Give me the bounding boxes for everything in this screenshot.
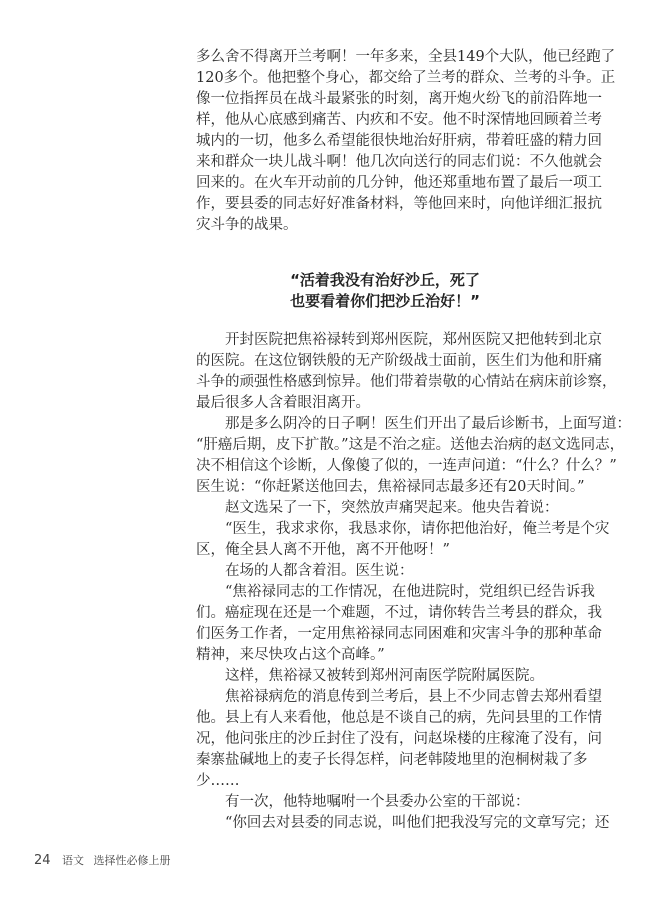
paragraph [196, 582, 602, 666]
text-line: 开封医院把焦裕禄转到郑州医院，郑州医院又把他转到北京 [225, 332, 602, 348]
text-line: 赵文选呆了一下，突然放声痛哭起来。他央告着说： [225, 500, 559, 516]
text-line: 这样，焦裕禄又被转到郑州河南医学院附属医院。 [225, 668, 544, 684]
text-line: 况，他问张庄的沙丘封住了没有，问赵垛楼的庄稼淹了没有，问 [196, 731, 602, 747]
paragraph [196, 666, 574, 687]
text-line: 斗争的顽强性格感到惊异。他们带着崇敬的心情站在病床前诊察， [196, 374, 617, 390]
text-line: 回来的。在火车开动前的几分钟，他还郑重地布置了最后一项工 [196, 175, 602, 191]
paragraph [196, 687, 602, 792]
text-line: 区，俺全县人离不开他，离不开他呀！” [196, 542, 450, 558]
text-line: 他。县上有人来看他，他总是不谈自己的病，先问县里的工作情 [196, 710, 602, 726]
section-heading-line: “活着我没有治好沙丘，死了 [290, 271, 480, 289]
page-footer [34, 852, 177, 868]
paragraph [196, 330, 617, 414]
paragraph [196, 792, 574, 813]
opening-paragraph [196, 47, 616, 236]
text-line: 秦寨盐碱地上的麦子长得怎样，问老韩陵地里的泡桐树栽了多 [196, 752, 588, 768]
text-line: 在场的人都含着泪。医生说： [225, 563, 414, 579]
text-line: “肝癌后期，皮下扩散。”这是不治之症。送他去治病的赵文选同志， [196, 437, 625, 453]
page-number: 24 [34, 853, 51, 868]
paragraph [196, 498, 574, 519]
text-line: 决不相信这个诊断，人像傻了似的，一连声问道：“什么？什么？” [196, 458, 617, 474]
section-heading [196, 270, 574, 312]
text-line: 像一位指挥员在战斗最紧张的时刻，离开炮火纷飞的前沿阵地一 [196, 91, 602, 107]
text-line: 来和群众一块儿战斗啊！他几次向送行的同志们说：不久他就会 [196, 154, 602, 170]
paragraph [196, 813, 610, 834]
text-line: 少…… [196, 773, 240, 789]
text-line: 作，要县委的同志好好准备材料，等他回来时，向他详细汇报抗 [196, 196, 602, 212]
paragraph [196, 519, 610, 561]
text-line: 城内的一切，他多么希望能很快地治好肝病，带着旺盛的精力回 [196, 133, 602, 149]
text-line: “你回去对县委的同志说，叫他们把我没写完的文章写完；还 [225, 815, 610, 831]
text-line: 那是多么阴冷的日子啊！医生们开出了最后诊断书，上面写道： [225, 416, 631, 432]
text-line: 样，他从心底感到痛苦、内疚和不安。他不时深情地回顾着兰考 [196, 112, 602, 128]
section-heading-line: 也要看着你们把沙丘治好！” [290, 292, 480, 310]
text-line: 120多个。他把整个身心，都交给了兰考的群众、兰考的斗争。正 [196, 70, 616, 86]
book-volume: 选择性必修上册 [93, 854, 171, 867]
text-line: 最后很多人含着眼泪离开。 [196, 395, 370, 411]
text-line: 灾斗争的战果。 [196, 217, 298, 233]
text-line: 们。癌症现在还是一个难题，不过，请你转告兰考县的群众，我 [196, 605, 602, 621]
book-subject: 语文 [62, 854, 85, 867]
text-line: 精神，来尽快攻占这个高峰。” [196, 647, 385, 663]
text-line: 们医务工作者，一定用焦裕禄同志同困难和灾害斗争的那种革命 [196, 626, 602, 642]
text-line: 的医院。在这位钢铁般的无产阶级战士面前，医生们为他和肝痛 [196, 353, 602, 369]
paragraph [196, 561, 574, 582]
text-line: 医生说：“你赶紧送他回去，焦裕禄同志最多还有20天时间。” [196, 479, 585, 495]
text-line: 焦裕禄病危的消息传到兰考后，县上不少同志曾去郑州看望 [225, 689, 602, 705]
body-text [196, 330, 631, 834]
text-line: “焦裕禄同志的工作情况，在他进院时，党组织已经告诉我 [225, 584, 595, 600]
text-line: 多么舍不得离开兰考啊！一年多来，全县149个大队，他已经跑了 [196, 49, 616, 65]
text-line: “医生，我求求你，我恳求你，请你把他治好，俺兰考是个灾 [225, 521, 610, 537]
paragraph [196, 414, 631, 498]
text-line: 有一次，他特地嘱咐一个县委办公室的干部说： [225, 794, 530, 810]
